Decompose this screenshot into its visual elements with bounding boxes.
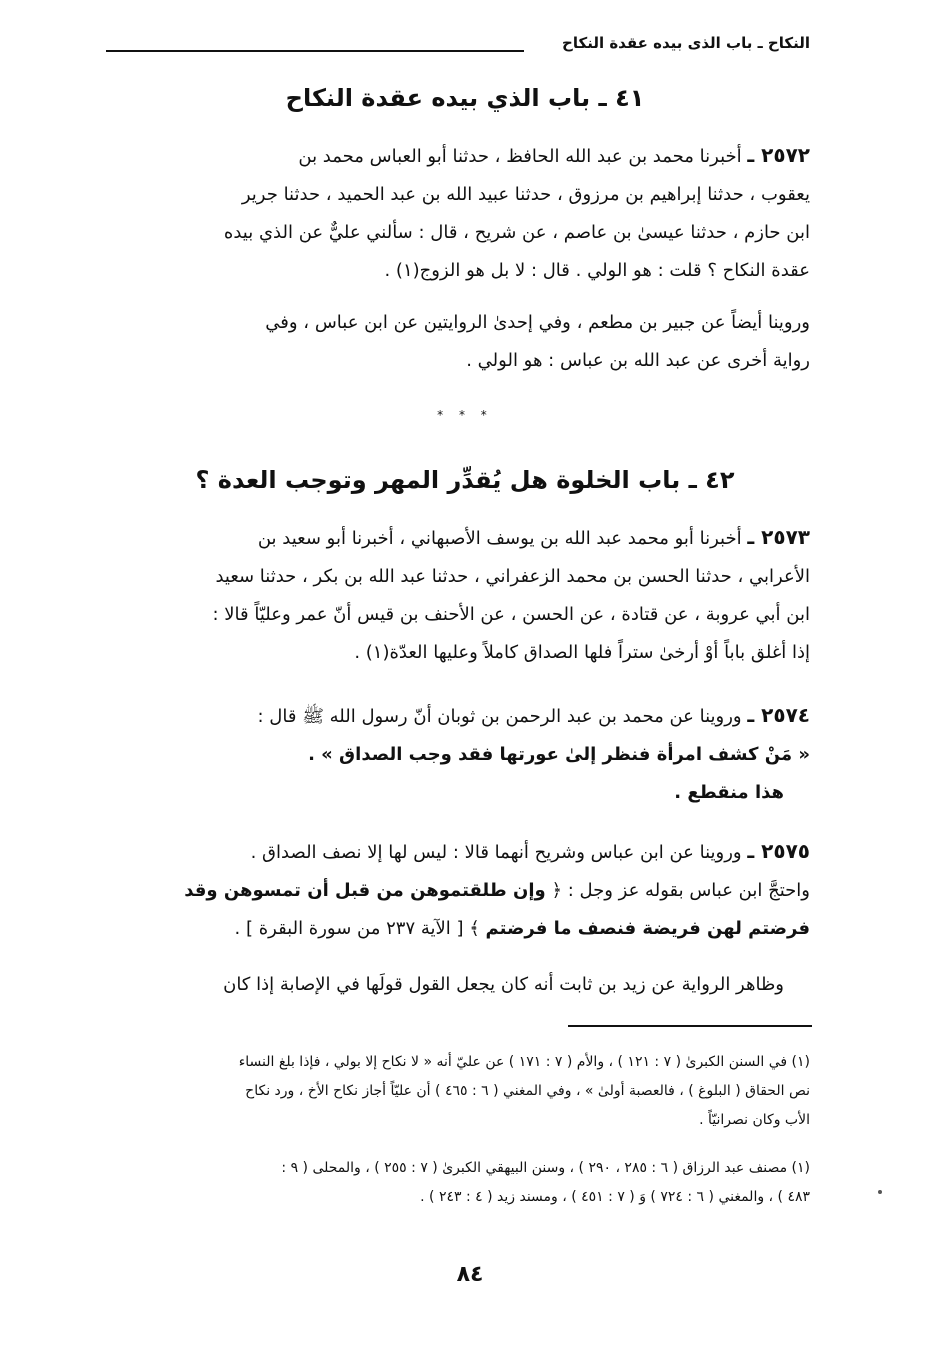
- footnote-1: [120, 1048, 810, 1135]
- footnote-line: نص الحقاق ( البلوغ ) ، فالعصبة أولىٰ » ، وفي المغني ( ٦ : ٤٦٥ ) أن عليّاً أجاز نكاح الأخ ، ورد نكاح: [245, 1083, 810, 1099]
- hadith-note-line: هذا منقطع .: [674, 782, 784, 803]
- hadith-2575: [120, 832, 810, 948]
- hadith-text-line: ابن أبي عروبة ، عن قتادة ، عن الحسن ، عن الأحنف بن قيس أنّ عمر وعليّاً قالا :: [212, 604, 810, 625]
- margin-dot: [878, 1190, 882, 1194]
- quran-verse: وإن طلقتموهن من قبل أن تمسوهن وقد: [184, 880, 546, 901]
- final-paragraph: [120, 966, 810, 1004]
- paragraph-line: رواية أخرى عن عبد الله بن عباس : هو الولي .: [466, 350, 810, 371]
- hadith-text-line: وروينا عن محمد بن عبد الرحمن بن ثوبان أنّ رسول الله ﷺ قال :: [257, 706, 742, 727]
- hadith-text-line: وروينا عن ابن عباس وشريح أنهما قالا : ليس لها إلا نصف الصداق .: [250, 842, 742, 863]
- hadith-2572: [120, 136, 810, 290]
- footnote-line: (١) مصنف عبد الرزاق ( ٦ : ٢٨٥ ، ٢٩٠ ) ، وسنن البيهقي الكبرىٰ ( ٧ : ٢٥٥ ) ، والمحلى ( ٩ :: [281, 1160, 810, 1176]
- hadith-text-line: الأعرابي ، حدثنا الحسن بن محمد الزعفراني ، حدثنا عبد الله بن بكر ، حدثنا سعيد: [215, 566, 810, 587]
- hadith-text-line: أخبرنا محمد بن عبد الله الحافظ ، حدثنا أبو العباس محمد بن: [298, 146, 742, 167]
- section-separator: * * *: [437, 408, 493, 422]
- chapter-42-title: ٤٢ ـ باب الخلوة هل يُقدِّر المهر وتوجب العدة ؟: [195, 466, 735, 494]
- footnote-2: [120, 1154, 810, 1212]
- hadith-text-line: أخبرنا أبو محمد عبد الله بن يوسف الأصبهاني ، أخبرنا أبو سعيد بن: [257, 528, 742, 549]
- hadith-2574: [120, 696, 810, 812]
- quran-verse: فرضتم لهن فريضة فنصف ما فرضتم: [485, 918, 810, 939]
- riwayat-paragraph: [120, 304, 810, 380]
- hadith-text-line: عقدة النكاح ؟ قلت : هو الولي . قال : لا بل هو الزوج(١) .: [384, 260, 810, 281]
- hadith-number: ٢٥٧٥ ـ: [747, 839, 810, 863]
- hadith-text-line: واحتجَّ ابن عباس بقوله عز وجل : ﴿: [551, 880, 810, 901]
- page-number: ٨٤: [456, 1262, 484, 1287]
- chapter-41-title: ٤١ ـ باب الذي بيده عقدة النكاح: [285, 84, 645, 112]
- header-rule: [106, 50, 524, 52]
- hadith-2573: [120, 518, 810, 672]
- footnote-rule: [568, 1025, 812, 1027]
- hadith-text-line: ابن حازم ، حدثنا عيسىٰ بن عاصم ، عن شريح ، قال : سألني عليٌّ عن الذي بيده: [223, 222, 810, 243]
- hadith-number: ٢٥٧٢ ـ: [747, 143, 810, 167]
- hadith-number: ٢٥٧٤ ـ: [747, 703, 810, 727]
- hadith-number: ٢٥٧٣ ـ: [747, 525, 810, 549]
- hadith-quote-line: « مَنْ كشف امرأة فنظر إلىٰ عورتها فقد وجب الصداق » .: [308, 744, 810, 765]
- footnote-line: الأب وكان نصرانيّاً .: [699, 1112, 810, 1128]
- running-head: النكاح ـ باب الذى بيده عقدة النكاح: [562, 34, 810, 52]
- paragraph-line: وظاهر الرواية عن زيد بن ثابت أنه كان يجعل القول قولَها في الإصابة إذا كان: [223, 974, 784, 995]
- hadith-text-line: يعقوب ، حدثنا إبراهيم بن مرزوق ، حدثنا عبيد الله بن عبد الحميد ، حدثنا جرير: [241, 184, 810, 205]
- footnote-line: (١) في السنن الكبرىٰ ( ٧ : ١٢١ ) ، والأم ( ٧ : ١٧١ ) عن عليّ أنه « لا نكاح إلا بولي ، فإذا بلغ النساء: [238, 1054, 810, 1070]
- paragraph-line: وروينا أيضاً عن جبير بن مطعم ، وفي إحدىٰ الروايتين عن ابن عباس ، وفي: [265, 312, 810, 333]
- hadith-text-line: إذا أغلق باباً أوْ أرخىٰ ستراً فلها الصداق كاملاً وعليها العدّة(١) .: [354, 642, 810, 663]
- verse-citation: ﴾ [ الآية ٢٣٧ من سورة البقرة ] .: [234, 918, 480, 939]
- footnote-line: ٤٨٣ ) ، والمغني ( ٦ : ٧٢٤ ) وَ ( ٧ : ٤٥١ ) ، ومسند زيد ( ٤ : ٢٤٣ ) .: [420, 1189, 810, 1205]
